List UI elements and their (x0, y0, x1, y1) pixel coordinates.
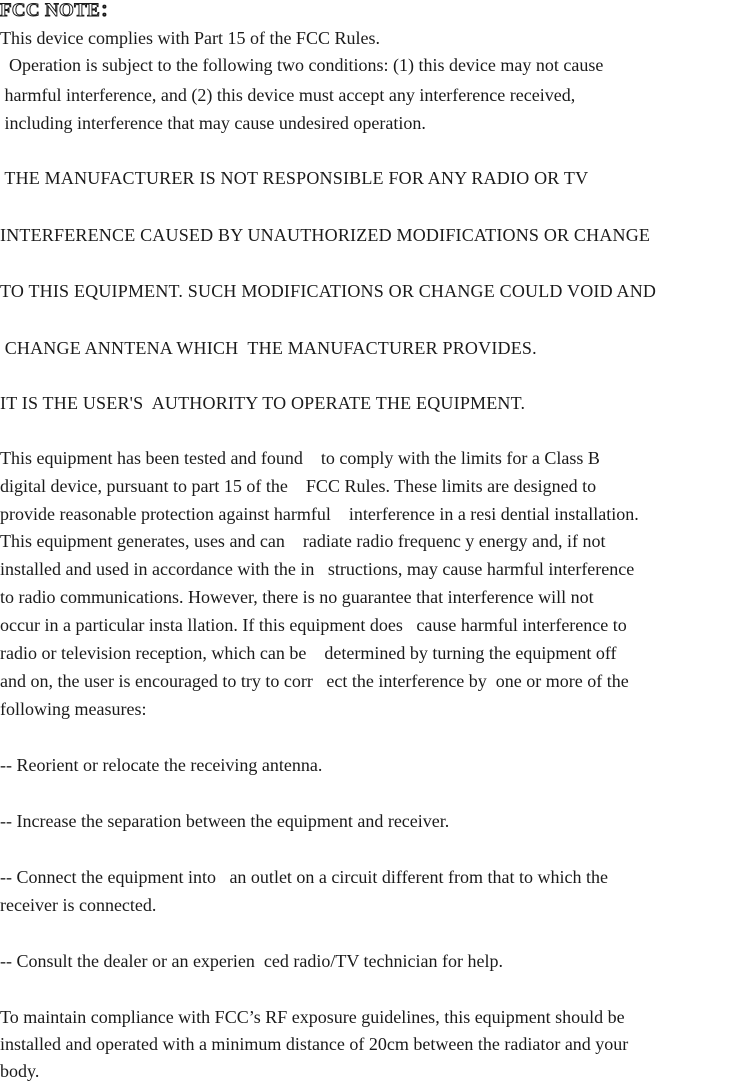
classb-line-7: occur in a particular insta llation. If this equipment does cause harmful interference to (0, 615, 627, 635)
warning-line-2: INTERFERENCE CAUSED BY UNAUTHORIZED MODIFICATIONS OR CHANGE (0, 225, 651, 245)
warning-line-1: THE MANUFACTURER IS NOT RESPONSIBLE FOR ANY RADIO OR TV (0, 168, 589, 188)
classb-line-6: to radio communications. However, there is no guarantee that interference will not (0, 587, 594, 607)
measure-increase-separation: -- Increase the separation between the equipment and receiver. (0, 811, 450, 831)
classb-line-4: This equipment generates, uses and can radiate radio frequenc y energy and, if not (0, 531, 606, 551)
warning-line-4: CHANGE ANNTENA WHICH THE MANUFACTURER PROVIDES. (0, 338, 537, 358)
intro-line-1: This device complies with Part 15 of the FCC Rules. (0, 28, 380, 48)
classb-line-8: radio or television reception, which can be determined by turning the equipment off (0, 643, 617, 663)
classb-line-5: installed and used in accordance with the in structions, may cause harmful interference (0, 559, 635, 579)
intro-line-4: including interference that may cause undesired operation. (0, 113, 426, 133)
warning-line-3: TO THIS EQUIPMENT. SUCH MODIFICATIONS OR CHANGE COULD VOID AND (0, 281, 657, 301)
fcc-note-title: FCC NOTE： (0, 0, 120, 21)
measure-consult-dealer: -- Consult the dealer or an experien ced radio/TV technician for help. (0, 951, 503, 971)
rf-line-3: body. (0, 1061, 40, 1081)
intro-line-3: harmful interference, and (2) this device must accept any interference received, (0, 85, 576, 105)
classb-line-1: This equipment has been tested and found to comply with the limits for a Class B (0, 448, 600, 468)
measure-reorient: -- Reorient or relocate the receiving antenna. (0, 755, 323, 775)
classb-line-3: provide reasonable protection against harmful interference in a resi dential installation. (0, 504, 639, 524)
rf-line-2: installed and operated with a minimum distance of 20cm between the radiator and your (0, 1034, 629, 1054)
rf-line-1: To maintain compliance with FCC’s RF exposure guidelines, this equipment should be (0, 1007, 625, 1027)
classb-line-10: following measures: (0, 699, 147, 719)
warning-line-5: IT IS THE USER'S AUTHORITY TO OPERATE THE EQUIPMENT. (0, 393, 526, 413)
measure-connect-outlet: -- Connect the equipment into an outlet on a circuit different from that to which the (0, 867, 608, 887)
intro-line-2: Operation is subject to the following two conditions: (1) this device may not cause (0, 55, 604, 75)
measure-connect-outlet-cont: receiver is connected. (0, 895, 157, 915)
classb-line-2: digital device, pursuant to part 15 of the FCC Rules. These limits are designed to (0, 476, 597, 496)
classb-line-9: and on, the user is encouraged to try to corr ect the interference by one or more of the (0, 671, 629, 691)
